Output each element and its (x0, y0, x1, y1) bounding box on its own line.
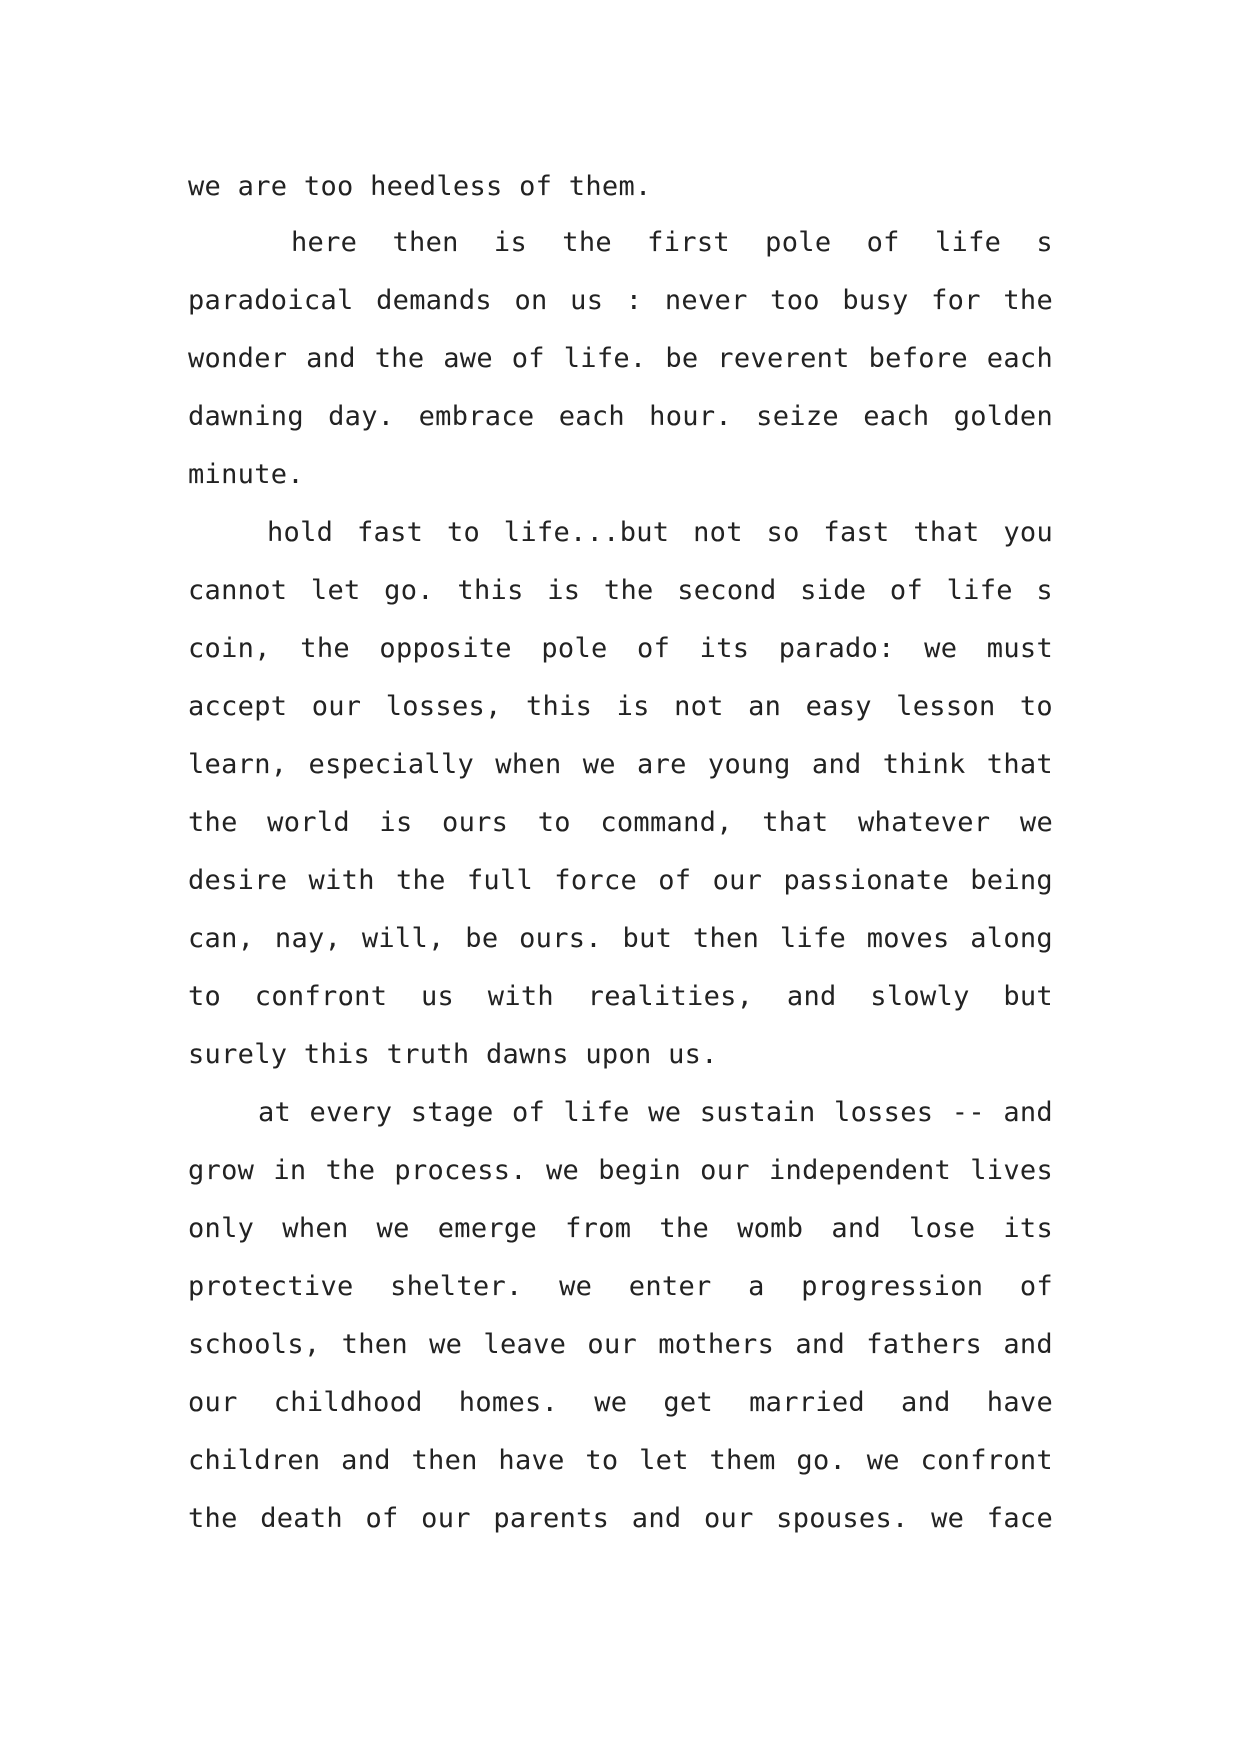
text-line: cannot let go. this is the second side of life s (188, 575, 1053, 606)
text-line: paradoical demands on us : never too busy for the (188, 285, 1053, 316)
text-line: accept our losses, this is not an easy lesson to (188, 691, 1053, 722)
text-line: coin, the opposite pole of its parado: we must (188, 633, 1053, 664)
text-line: protective shelter. we enter a progression of (188, 1271, 1053, 1302)
text-line: the death of our parents and our spouses. we face (188, 1503, 1053, 1534)
text-line: we are too heedless of them. (188, 171, 652, 202)
text-line: schools, then we leave our mothers and fathers and (188, 1329, 1053, 1360)
paragraph-first-line: at every stage of life we sustain losses -- and (258, 1097, 1053, 1128)
text-line: desire with the full force of our passionate being (188, 865, 1053, 896)
text-line: wonder and the awe of life. be reverent before each (188, 343, 1053, 374)
text-line: dawning day. embrace each hour. seize each golden (188, 401, 1053, 432)
text-line: minute. (188, 459, 304, 490)
paragraph-first-line: here then is the first pole of life s (291, 227, 1053, 258)
text-line: the world is ours to command, that whatever we (188, 807, 1053, 838)
text-line: children and then have to let them go. we confront (188, 1445, 1053, 1476)
text-line: grow in the process. we begin our independent lives (188, 1155, 1053, 1186)
text-line: can, nay, will, be ours. but then life moves along (188, 923, 1053, 954)
paragraph-first-line: hold fast to life...but not so fast that you (267, 517, 1053, 548)
text-line: learn, especially when we are young and think that (188, 749, 1053, 780)
text-line: our childhood homes. we get married and have (188, 1387, 1053, 1418)
text-line: only when we emerge from the womb and lose its (188, 1213, 1053, 1244)
text-line: to confront us with realities, and slowly but (188, 981, 1053, 1012)
text-line: surely this truth dawns upon us. (188, 1039, 718, 1070)
